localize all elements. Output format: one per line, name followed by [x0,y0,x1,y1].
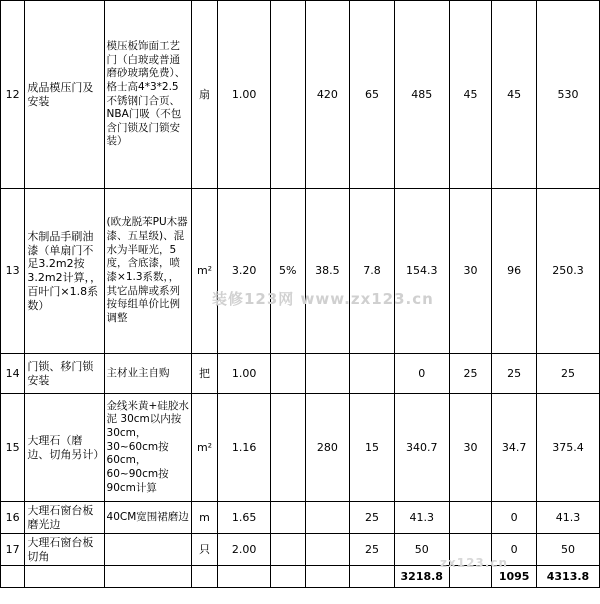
cell-labor-price [449,502,492,534]
cell-main-price: 38.5 [305,189,350,354]
cell-index: 14 [1,354,25,394]
cell-quantity: 1.00 [218,1,271,189]
cell-aux-price: 15 [350,394,395,502]
cell-labor-price: 30 [449,189,492,354]
cell-unit: 扇 [191,1,217,189]
cell-total: 25 [536,354,599,394]
cell-aux-price: 25 [350,502,395,534]
cell-material-sum: 485 [394,1,449,189]
cell-labor-price: 30 [449,394,492,502]
summary-labor-total: 1095 [492,566,537,588]
cell-item-name: 大理石窗台板磨光边 [25,502,104,534]
cell-spec: (欧龙脱苯PU木器漆、五星级)、混水为半哑光，5度，含底漆，喷漆×1.3系数，，其它品牌或系列按每组单价比例调整 [104,189,191,354]
cell-quantity: 3.20 [218,189,271,354]
cell-material-sum: 0 [394,354,449,394]
watermark-secondary: zx123.cn [440,556,508,570]
cell-main-price: 280 [305,394,350,502]
cell-unit: 把 [191,354,217,394]
cell-material-sum: 41.3 [394,502,449,534]
cell-quantity: 1.16 [218,394,271,502]
summary-blank-name [25,566,104,588]
cell-total: 250.3 [536,189,599,354]
cell-spec: 模压板饰面工艺门（白玻或普通磨砂玻璃免费）、格士高4*3*2.5不锈钢门合页、NBA门吸（不包含门锁及门锁安装） [104,1,191,189]
table-row[interactable] [1,354,600,394]
summary-blank-aux [350,566,395,588]
cell-quantity: 2.00 [218,534,271,566]
cell-item-name: 木制品手刷油漆（单扇门不足3.2m2按3.2m2计算，，百叶门×1.8系数） [25,189,104,354]
cell-labor-sum: 45 [492,1,537,189]
cell-material-sum: 340.7 [394,394,449,502]
cell-main-price: 420 [305,1,350,189]
summary-blank-qty [218,566,271,588]
cell-item-name: 成品模压门及安装 [25,1,104,189]
cell-quantity: 1.65 [218,502,271,534]
summary-grand-total: 4313.8 [536,566,599,588]
cell-main-price [305,354,350,394]
cell-total: 50 [536,534,599,566]
cell-labor-sum: 96 [492,189,537,354]
cell-index: 12 [1,1,25,189]
cell-item-name: 大理石窗台板切角 [25,534,104,566]
cell-labor-sum: 25 [492,354,537,394]
cell-spec [104,534,191,566]
table-row[interactable] [1,189,600,354]
cell-unit: 只 [191,534,217,566]
cell-material-sum: 154.3 [394,189,449,354]
cell-item-name: 大理石（磨边、切角另计） [25,394,104,502]
cell-aux-price [350,354,395,394]
cell-labor-sum: 0 [492,502,537,534]
cell-quantity: 1.00 [218,354,271,394]
cell-total: 375.4 [536,394,599,502]
summary-blank-loss [271,566,306,588]
cell-spec: 金线米黄+硅胶水泥 30cm以内按30cm，30~60cm按60cm，60~90cm按90cm计算 [104,394,191,502]
cell-loss [271,1,306,189]
cell-labor-price [449,534,492,566]
watermark-primary: 装修123网 www.zx123.cn [212,290,434,308]
cell-spec: 主材业主自购 [104,354,191,394]
cell-index: 16 [1,502,25,534]
cell-item-name: 门锁、移门锁安装 [25,354,104,394]
table-row[interactable] [1,1,600,189]
cell-material-sum: 50 [394,534,449,566]
cell-index: 15 [1,394,25,502]
cell-labor-price: 25 [449,354,492,394]
cell-loss: 5% [271,189,306,354]
cell-labor-sum: 34.7 [492,394,537,502]
cell-labor-price: 45 [449,1,492,189]
summary-blank-spec [104,566,191,588]
cell-unit: m [191,502,217,534]
cell-spec: 40CM宽围裙磨边 [104,502,191,534]
cell-loss [271,502,306,534]
summary-blank-labor [449,566,492,588]
cell-index: 13 [1,189,25,354]
cell-loss [271,534,306,566]
cell-aux-price: 25 [350,534,395,566]
summary-blank-main [305,566,350,588]
cell-aux-price: 7.8 [350,189,395,354]
cell-unit: m² [191,189,217,354]
cell-total: 41.3 [536,502,599,534]
table-summary-row [1,566,600,588]
cell-main-price [305,502,350,534]
table-row[interactable] [1,394,600,502]
summary-blank-unit [191,566,217,588]
cell-labor-sum: 0 [492,534,537,566]
table-row[interactable] [1,502,600,534]
cell-unit: m² [191,394,217,502]
cell-aux-price: 65 [350,1,395,189]
table-row[interactable] [1,534,600,566]
summary-blank-index [1,566,25,588]
summary-material-total: 3218.8 [394,566,449,588]
cell-loss [271,354,306,394]
cell-total: 530 [536,1,599,189]
cell-index: 17 [1,534,25,566]
cell-main-price [305,534,350,566]
cell-loss [271,394,306,502]
